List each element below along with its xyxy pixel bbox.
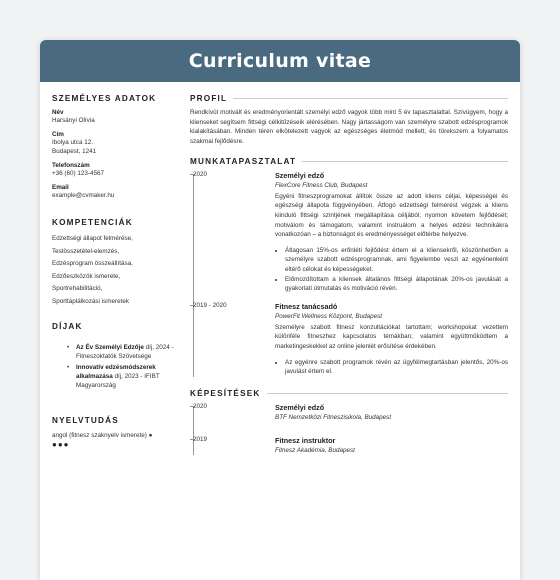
language-level-dots: ●●● [52, 440, 70, 449]
phone-value: +36 (60) 123-4567 [52, 170, 104, 177]
profile-section-header [190, 94, 508, 103]
entry-date: 2019 [193, 435, 208, 443]
experience-timeline [190, 171, 508, 377]
award-detail: díj, 2023 - IFIBT Magyarország [76, 373, 160, 389]
entry-title: Fitnesz tanácsadó [275, 301, 338, 311]
languages-section-title: NYELVTUDÁS [52, 416, 119, 425]
entry-organization: FlexCore Fitness Club, Budapest [275, 181, 368, 189]
entry-organization: BTF Nemzetközi Fitneszisikola, Budapest [275, 413, 392, 421]
entry-bullet: • Átlagosan 15%-os erőnléti fejlődést értem el a kliensekről, köszönhetően a személyre szabott edzésprogramnak, ami figyelembe veszi az egyénenként eltérő célokat és képességeket. [285, 246, 508, 275]
entry-title: Fitnesz instruktor [275, 435, 336, 445]
email-value: example@cvmaker.hu [52, 192, 115, 199]
entry-date: 2019 - 2020 [193, 301, 227, 309]
entry-title: Személyi edző [275, 170, 325, 180]
award-item [52, 363, 178, 390]
section-divider [267, 393, 508, 394]
timeline-line [193, 175, 194, 377]
personal-section-title: SZEMÉLYES ADATOK [52, 94, 157, 103]
entry-bullets [275, 358, 508, 377]
skill-item: Edzettségi állapot felmérése, [52, 235, 133, 242]
experience-section-title: MUNKATAPASZTALAT [190, 156, 297, 166]
certification-entry [193, 435, 508, 455]
entry-organization: Fitnesz Akadémia, Budapest [275, 446, 355, 454]
entry-bullet: • Előmozdítottam a kliensek általános fittségi állapotának 20%-os javulását a gyakorlati útmutatás és motiváció révén. [285, 275, 508, 294]
award-item [52, 343, 178, 361]
entry-organization: PowerFit Wellness Központ, Budapest [275, 312, 382, 320]
entry-title: Személyi edző [275, 402, 325, 412]
certifications-section-title: KÉPESÍTÉSEK [190, 388, 261, 398]
certifications-section-header [190, 389, 508, 398]
entry-bullet: • Az egyénre szabott programok révén az ügyfélmegtartásban jelentős, 20%-os javulást értem el. [285, 358, 508, 377]
award-name: Innovatív edzésmódszerek alkalmazása [76, 364, 156, 380]
left-column [52, 94, 178, 449]
cv-page [40, 40, 520, 580]
certifications-timeline [190, 403, 508, 455]
entry-description: Személyre szabott fitnesz konzultációkat tartottam; workshopokat vezettem különféle fitneszhez kapcsolatos témákban; valamint együttműködtem a marketingeskekkel az online jelenlét erősítése érdekében. [275, 323, 508, 350]
entry-description: Egyéni fitneszprogramokat állítok össze az adott kliens céljai, képességei és egészségi állapota függvényében. Átfogó edzettségi felmérést végzek a kliens kiinduló fittségi szintjének megállapítása céljából; nyomon követem fejlődését; motiválom és támogatom, valamint instruálom a helyes edzési technikákra vonatkozóan – a biztonságot és eredményességet előtérbe helyezve. [275, 192, 508, 239]
skills-section-title: KOMPETENCIÁK [52, 218, 133, 227]
address-label: Cím [52, 131, 64, 138]
section-divider [302, 161, 508, 162]
name-value: Harsányi Olívia [52, 117, 95, 124]
address-line1: Ibolya utca 12. [52, 139, 93, 146]
experience-entry [193, 301, 508, 377]
profile-text: Rendkívül motivált és eredményorientált személyi edző vagyok több mint 5 év tapasztalattal. Szívügyem, hogy a klienseket segítsem fittségi célkitűzéseik elérésében. Nagy jártasságom van személyre szabott edzésprogramok kialakításában. Minden téren elkötelezett vagyok az egészséges életmód mellett, és törekszem a folyamatos szakmai fejlődésre. [190, 109, 508, 146]
profile-section-title: PROFIL [190, 94, 228, 103]
experience-section-header [190, 157, 508, 166]
skill-item: Sporttáplálkozási ismeretek [52, 297, 129, 305]
entry-bullets [275, 246, 508, 294]
timeline-line [193, 407, 194, 455]
award-name: Az Év Személyi Edzője [76, 344, 144, 351]
skill-item: Edzésprogram összeállítása, [52, 260, 133, 267]
address-line2: Budapest, 1241 [52, 148, 97, 155]
language-item: angol (fitnesz szaknyelv ismerete) ● [52, 432, 153, 439]
skill-item: Edzőeszközök ismerete, [52, 272, 121, 280]
skill-item: Sportrehabilitáció, [52, 285, 103, 292]
experience-entry [193, 170, 508, 294]
phone-label: Telefonszám [52, 162, 90, 169]
cv-title: Curriculum vitae [188, 50, 372, 72]
cv-header [40, 40, 520, 82]
right-column [190, 94, 508, 463]
section-divider [233, 98, 508, 99]
entry-date: 2020 [193, 402, 208, 410]
entry-date: 2020 [193, 170, 208, 178]
awards-section-title: DÍJAK [52, 322, 83, 331]
certification-entry [193, 402, 508, 422]
award-detail: díj, 2024 - Fitneszoktatók Szövetsége [76, 344, 174, 360]
skill-item: Testösszetétel-elemzés, [52, 247, 120, 255]
name-label: Név [52, 109, 64, 116]
email-label: Email [52, 184, 69, 191]
